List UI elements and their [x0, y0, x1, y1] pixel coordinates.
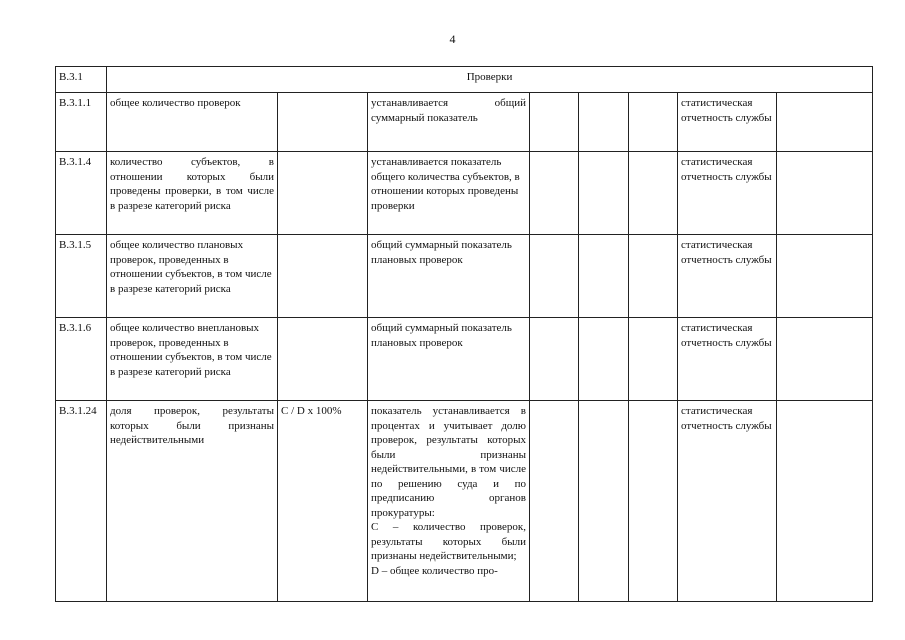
indicator-name: общее количество внеплановых проверок, проведенных в отношении субъектов, в том числе в разрезе категорий риска	[107, 318, 278, 401]
indicator-formula	[278, 318, 368, 401]
empty-cell	[777, 235, 873, 318]
indicators-table	[55, 66, 873, 602]
empty-cell	[629, 152, 678, 235]
indicator-code: B.3.1.4	[56, 152, 107, 235]
indicator-source: статистическая отчетность службы	[678, 93, 777, 152]
empty-cell	[579, 93, 629, 152]
table-row	[56, 235, 873, 318]
indicator-description: устанавливается общий суммарный показатель	[368, 93, 530, 152]
empty-cell	[530, 235, 579, 318]
indicator-description	[368, 401, 530, 602]
empty-cell	[530, 318, 579, 401]
empty-cell	[629, 401, 678, 602]
indicator-source: статистическая отчетность службы	[678, 318, 777, 401]
empty-cell	[629, 93, 678, 152]
empty-cell	[530, 93, 579, 152]
indicator-code: B.3.1.6	[56, 318, 107, 401]
empty-cell	[629, 318, 678, 401]
indicator-name: общее количество проверок	[107, 93, 278, 152]
indicator-formula	[278, 93, 368, 152]
empty-cell	[530, 152, 579, 235]
table-row	[56, 152, 873, 235]
indicator-code: B.3.1.5	[56, 235, 107, 318]
table-row	[56, 401, 873, 602]
page-number: 4	[449, 32, 456, 46]
section-title: Проверки	[107, 67, 873, 93]
table-row	[56, 318, 873, 401]
indicator-description: общий суммарный показатель плановых проверок	[368, 318, 530, 401]
description-variable-c: C – количество проверок, результаты которых были признаны недействительными;	[371, 521, 526, 562]
indicator-source: статистическая отчетность службы	[678, 235, 777, 318]
empty-cell	[579, 152, 629, 235]
table-row	[56, 93, 873, 152]
empty-cell	[579, 401, 629, 602]
description-variable-d: D – общее количество про-	[371, 564, 498, 577]
empty-cell	[777, 401, 873, 602]
section-header-row	[56, 67, 873, 93]
empty-cell	[777, 152, 873, 235]
indicator-description: устанавливается показатель общего количества субъектов, в отношении которых проведены проверки	[368, 152, 530, 235]
indicator-formula	[278, 152, 368, 235]
indicator-formula: C / D x 100%	[278, 401, 368, 602]
indicator-name: доля проверок, результаты которых были признаны недействительными	[107, 401, 278, 602]
indicator-formula	[278, 235, 368, 318]
indicator-code: B.3.1.1	[56, 93, 107, 152]
empty-cell	[579, 318, 629, 401]
section-code: B.3.1	[56, 67, 107, 93]
empty-cell	[777, 318, 873, 401]
indicator-name: количество субъектов, в отношении которых были проведены проверки, в том числе в разрезе категорий риска	[107, 152, 278, 235]
indicator-source: статистическая отчетность службы	[678, 401, 777, 602]
indicator-name: общее количество плановых проверок, проведенных в отношении субъектов, в том числе в разрезе категорий риска	[107, 235, 278, 318]
description-main: показатель устанавливается в процентах и учитывает долю проверок, результаты которых были признаны недействительными, в том числе по решению суда и по предписанию органов прокуратуры:	[371, 405, 526, 519]
empty-cell	[530, 401, 579, 602]
indicator-code: B.3.1.24	[56, 401, 107, 602]
empty-cell	[777, 93, 873, 152]
empty-cell	[579, 235, 629, 318]
indicator-description: общий суммарный показатель плановых проверок	[368, 235, 530, 318]
empty-cell	[629, 235, 678, 318]
indicator-source: статистическая отчетность службы	[678, 152, 777, 235]
